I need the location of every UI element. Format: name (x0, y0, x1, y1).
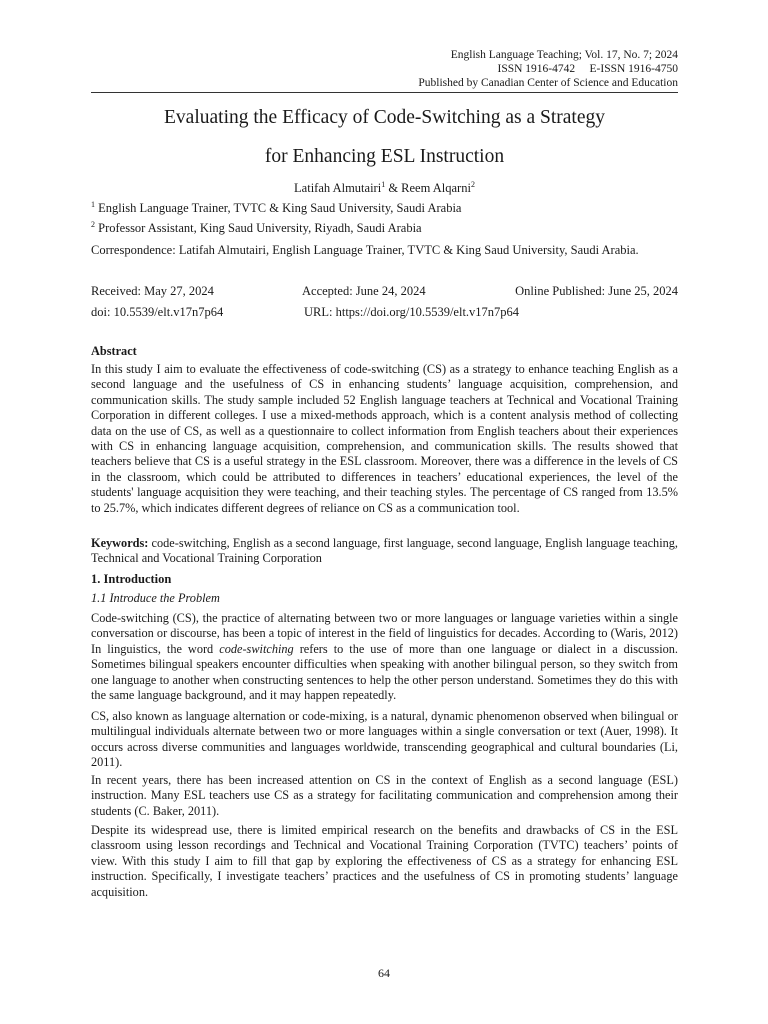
author-separator: & (385, 181, 402, 195)
article-title-line-2: for Enhancing ESL Instruction (264, 146, 505, 167)
abstract-body: In this study I aim to evaluate the effectiveness of code-switching (CS) as a strategy to enhance teaching English as a second language and the usefulness of CS in enhancing students’ language acquisition, comprehension, and communication skills. The study sample included 52 English language teachers at Technical and Vocational Training Corporation in different colleges. I use a mixed-methods approach, which is a content analysis method of collecting data on the use of CS, as well as a questionnaire to collect information from English teachers about their experiences with CS in enhancing language acquisition, comprehension, and communication skills. The results showed that teachers believe that CS is a useful strategy in the ESL classroom. Moreover, there was a difference in the levels of CS in the classroom, which could be attributed to differences in teachers’ educational experiences, the level of the students' language acquisition they were teaching, and their teaching styles. The percentage of CS ranged from 13.5% to 25.7%, which indicates different degrees of reliance on CS as a communication tool. (91, 362, 678, 515)
body-paragraph: CS, also known as language alternation or code-mixing, is a natural, dynamic phenomenon observed when bilingual or multilingual individuals alternate between two or more languages within a single conversation or text (Auer, 1998). It occurs across diverse communities and languages worldwide, transcending geographical and cultural boundaries (Li, 2011). (91, 709, 678, 770)
keywords-label: Keywords: (91, 536, 149, 550)
author-name: Latifah Almutairi (294, 181, 382, 195)
body-paragraph: Despite its widespread use, there is limited empirical research on the benefits and drawbacks of CS in the ESL classroom using lesson recordings and Technical and Vocational Training Corporation (TVTC) teachers’ points of view. With this study I aim to fill that gap by exploring the effectiveness of CS as a strategy for enhancing ESL instruction. Specifically, I investigate teachers’ practices and the usefulness of CS in promoting students’ language acquisition. (91, 823, 678, 899)
keywords-text: code-switching, English as a second language, first language, second language, English language teaching, Technical and Vocational Training Corporation (91, 536, 678, 566)
affiliation (91, 200, 678, 216)
paragraph-text: refers to the use of more than one language or dialect in a discussion. Sometimes bilingual speakers encounter difficulties when speaking with another bilingual person, so they switch from one language to another when constructing sentences to help the other person understand. Sometimes they do this with the same language background, and it may happen repeatedly. (91, 641, 679, 703)
received-date: Received: May 27, 2024 (91, 284, 214, 298)
abstract-heading: Abstract (91, 344, 137, 358)
correspondence: Correspondence: Latifah Almutairi, English Language Trainer, TVTC & King Saud University, Saudi Arabia. (91, 243, 639, 257)
affiliation-text: English Language Trainer, TVTC & King Saud University, Saudi Arabia (95, 201, 462, 215)
affiliation-text: Professor Assistant, King Saud University, Riyadh, Saudi Arabia (95, 221, 422, 235)
affiliation (91, 220, 678, 236)
page-number: 64 (378, 966, 390, 980)
article-url-link[interactable]: URL: https://doi.org/10.5539/elt.v17n7p64 (304, 305, 520, 319)
author-list (91, 181, 678, 196)
body-paragraph: In recent years, there has been increased attention on CS in the context of English as a second language (ESL) instruction. Many ESL teachers use CS as a strategy for facilitating communication and comprehension among their students (C. Baker, 2011). (91, 773, 678, 818)
emphasized-term: code-switching (219, 641, 294, 656)
author-affiliation-mark: 2 (470, 179, 475, 189)
article-title-line-1: Evaluating the Efficacy of Code-Switching as a Strategy (164, 107, 605, 128)
paragraph-text: Code-switching (CS), the practice of alternating between two or more languages or language varieties within a single conversation or discourse, has been a topic of interest in the field of linguistics for decades. According to (Waris, 2012) In linguistics, the word (91, 611, 678, 656)
published-date: Online Published: June 25, 2024 (515, 284, 678, 298)
publisher-info: Published by Canadian Center of Science and Education (418, 77, 678, 89)
accepted-date: Accepted: June 24, 2024 (302, 284, 426, 298)
journal-info: English Language Teaching; Vol. 17, No. 7; 2024 (450, 49, 678, 61)
author-affiliation-mark: 1 (381, 179, 386, 189)
subsection-heading: 1.1 Introduce the Problem (91, 591, 220, 605)
affiliation-mark: 2 (91, 219, 95, 229)
author-name: Reem Alqarni (401, 181, 471, 195)
body-paragraph (91, 611, 678, 703)
header-rule (91, 92, 678, 93)
doi-text: doi: 10.5539/elt.v17n7p64 (91, 305, 224, 319)
running-header (418, 48, 678, 90)
affiliation-mark: 1 (91, 199, 95, 209)
issn-info: ISSN 1916-4742 E-ISSN 1916-4750 (497, 63, 678, 75)
keywords (91, 536, 678, 567)
section-heading: 1. Introduction (91, 572, 172, 586)
